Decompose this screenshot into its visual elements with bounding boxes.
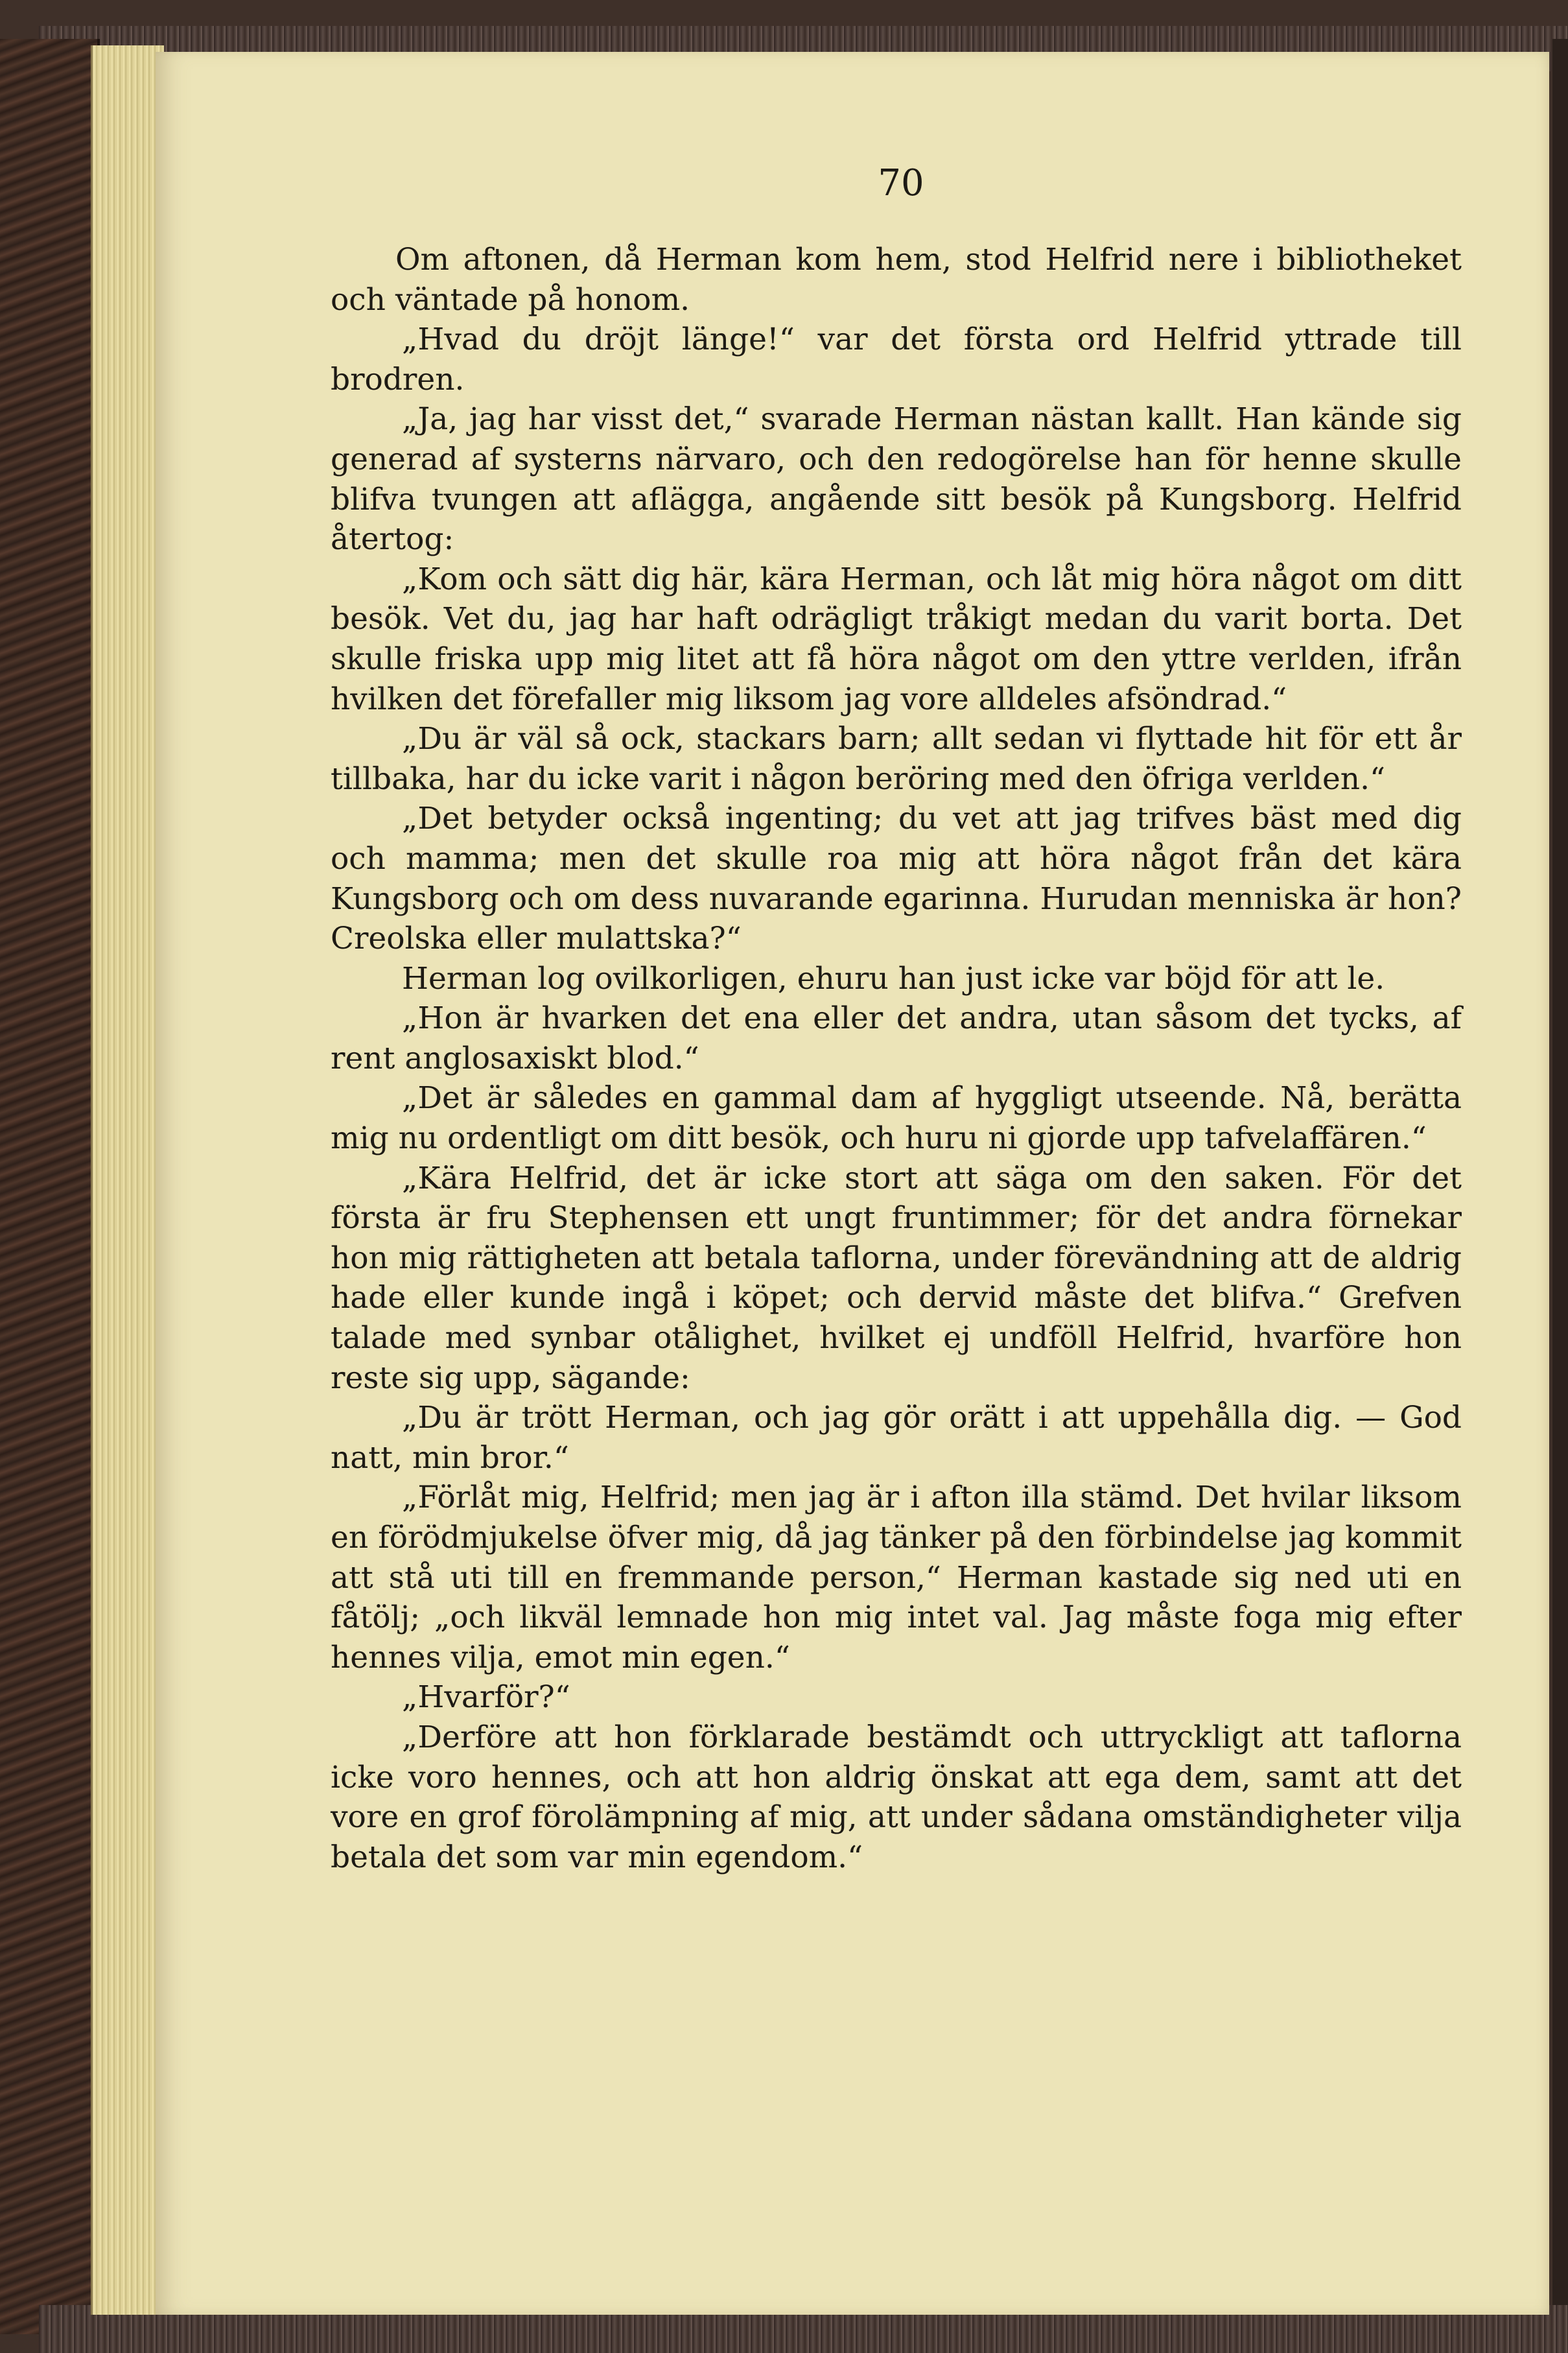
paragraph: „Hvarför?“ bbox=[402, 1679, 570, 1716]
paragraph: „Kom och sätt dig här, kära Herman, och låt mig höra något om ditt besök. Vet du, jag har haft odrägligt tråkigt medan du varit borta. Det skulle friska upp mig litet att få höra något om den yttre verlden, ifrån hvilken det förefaller mig liksom jag vore alldeles afsöndrad.“ bbox=[331, 561, 1462, 717]
paragraph: „Derföre att hon förklarade bestämdt och uttryckligt att taflorna icke voro hennes, och att hon aldrig önskat att ega dem, samt att det vore en grof förolämpning af mig, att under sådana omständigheter vilja betala det som var min egendom.“ bbox=[331, 1719, 1462, 1875]
paragraph: „Ja, jag har visst det,“ svarade Herman nästan kallt. Han kände sig generad af systerns närvaro, och den redogörelse han för henne skulle blifva tvungen att aflägga, angående sitt besök på Kungsborg. Helfrid återtog: bbox=[331, 401, 1462, 558]
book-cover-right-edge bbox=[1552, 39, 1568, 2334]
paragraph: „Det betyder också ingenting; du vet att jag trifves bäst med dig och mamma; men det skulle roa mig att höra något från det kära Kungsborg och om dess nuvarande egarinna. Hurudan menniska är hon? Creolska eller mulattska?“ bbox=[331, 801, 1462, 957]
paragraph: „Det är således en gammal dam af hyggligt utseende. Nå, berätta mig nu ordentligt om ditt besök, och huru ni gjorde upp tafvelaffären.“ bbox=[331, 1080, 1462, 1157]
paragraph: „Du är väl så ock, stackars barn; allt sedan vi flyttade hit för ett år tillbaka, har du icke varit i någon beröring med den öfriga verlden.“ bbox=[331, 721, 1462, 797]
paragraph: „Förlåt mig, Helfrid; men jag är i afton illa stämd. Det hvilar liksom en förödmjukelse öfver mig, då jag tänker på den förbindelse jag kommit att stå uti till en fremmande person,“ Herman kastade sig ned uti en fåtölj; „och likväl lemnade hon mig intet val. Jag måste foga mig efter hennes vilja, emot min egen.“ bbox=[331, 1480, 1462, 1675]
paragraph: Herman log ovilkorligen, ehuru han just icke var böjd för att le. bbox=[402, 960, 1385, 997]
page-number: 70 bbox=[878, 162, 924, 204]
page-stack-edges bbox=[91, 45, 164, 2315]
paragraph: „Hon är hvarken det ena eller det andra, utan såsom det tycks, af rent anglosaxiskt blod.“ bbox=[331, 1000, 1462, 1076]
page-text bbox=[331, 240, 1462, 1877]
paragraph: Om aftonen, då Herman kom hem, stod Helfrid nere i bibliotheket och väntade på honom. bbox=[331, 242, 1462, 318]
paragraph: „Hvad du dröjt länge!“ var det första ord Helfrid yttrade till brodren. bbox=[331, 322, 1462, 397]
book-cover-left-edge bbox=[0, 39, 100, 2334]
paragraph: „Kära Helfrid, det är icke stort att säga om den saken. För det första är fru Stephensen ett ungt fruntimmer; för det andra förnekar hon mig rättigheten att betala taflorna, under förevändning att de aldrig hade eller kunde ingå i köpet; och dervid måste det blifva.“ Grefven talade med synbar otålighet, hvilket ej undföll Helfrid, hvarföre hon reste sig upp, sägande: bbox=[331, 1160, 1462, 1396]
paragraph: „Du är trött Herman, och jag gör orätt i att uppehålla dig. — God natt, min bror.“ bbox=[331, 1400, 1462, 1476]
